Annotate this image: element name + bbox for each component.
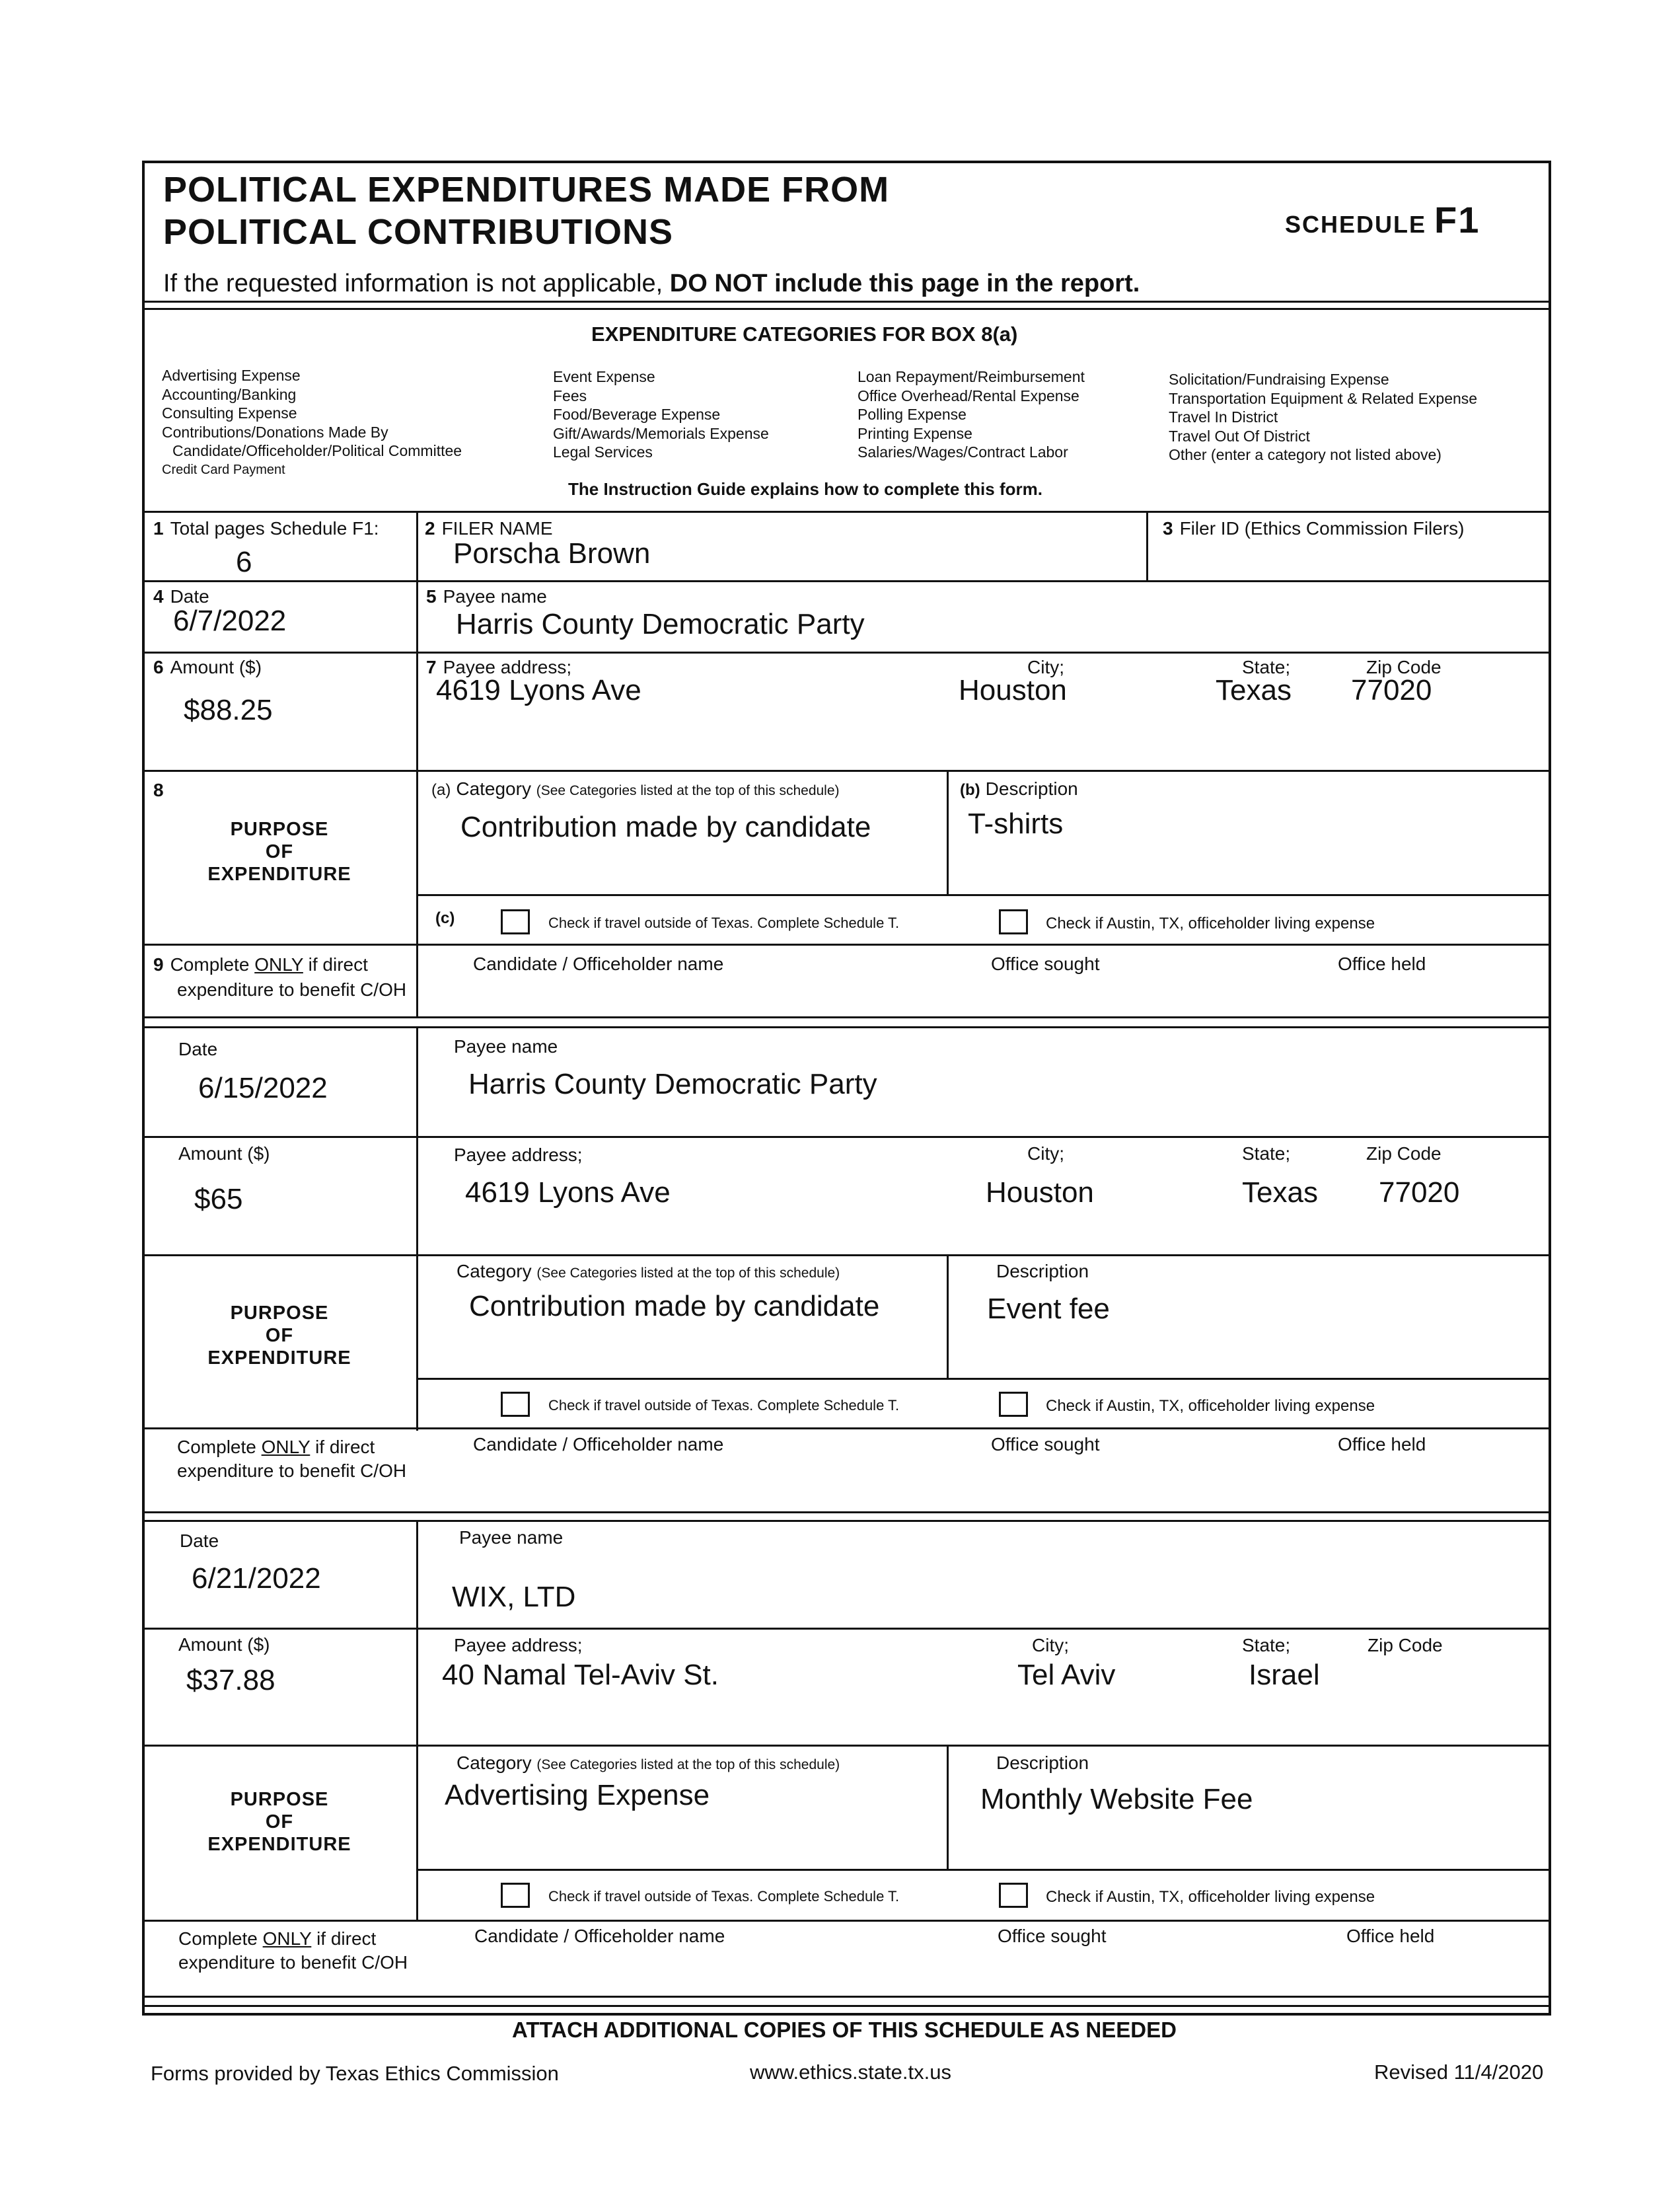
divider <box>145 1254 1549 1256</box>
filer-id-label: 3 Filer ID (Ethics Commission Filers) <box>1163 518 1465 539</box>
description-label: Description <box>996 1261 1089 1281</box>
austin-living-expense-checkbox[interactable] <box>999 1392 1028 1417</box>
expenditure-2-date: 6/15/2022 <box>198 1072 328 1104</box>
date-label: Date <box>178 1039 218 1059</box>
amount-label: Amount ($) <box>178 1634 270 1655</box>
purpose-of-expenditure-heading: PURPOSE OF EXPENDITURE <box>207 1303 351 1369</box>
travel-outside-texas-checkbox[interactable] <box>501 1883 530 1908</box>
city-label: City; <box>1027 1143 1064 1164</box>
divider <box>416 1378 1549 1380</box>
expenditure-3-payee-name: WIX, LTD <box>452 1581 576 1613</box>
column-divider <box>947 1745 949 1869</box>
expenditure-1-description: T-shirts <box>968 808 1064 840</box>
candidate-name-label: Candidate / Officeholder name <box>473 954 724 974</box>
state-label: State; <box>1242 1143 1291 1164</box>
zip-label: Zip Code <box>1366 657 1442 677</box>
office-sought-label: Office sought <box>991 1434 1100 1454</box>
categories-col2: Event Expense Fees Food/Beverage Expense Gift/Awards/Memorials Expense Legal Services <box>553 368 769 461</box>
schedule-label <box>1285 198 1480 241</box>
payee-address-label: Payee address; <box>454 1635 583 1655</box>
office-held-label: Office held <box>1346 1926 1435 1946</box>
office-held-label: Office held <box>1338 954 1426 974</box>
expenditure-1-payee-name: Harris County Democratic Party <box>456 608 865 640</box>
expenditure-3-description: Monthly Website Fee <box>980 1783 1253 1815</box>
payee-address-label: Payee address; <box>454 1145 583 1165</box>
austin-living-expense-checkbox[interactable] <box>999 1883 1028 1908</box>
filer-name-label: 2 FILER NAME <box>425 518 553 539</box>
expenditure-2-state: Texas <box>1242 1176 1318 1209</box>
travel-outside-texas-label: Check if travel outside of Texas. Complete Schedule T. <box>548 1397 900 1414</box>
austin-living-expense-label: Check if Austin, TX, officeholder living expense <box>1046 1397 1375 1415</box>
expenditure-3-amount: $37.88 <box>186 1664 275 1696</box>
expenditure-1-city: Houston <box>959 674 1067 706</box>
divider <box>145 1136 1549 1138</box>
categories-col4: Solicitation/Fundraising Expense Transportation Equipment & Related Expense Travel In District Travel Out Of District Other (enter a category not listed above) <box>1169 371 1478 463</box>
column-divider <box>416 1026 418 1431</box>
candidate-name-label: Candidate / Officeholder name <box>474 1926 725 1946</box>
divider <box>145 652 1549 654</box>
divider <box>145 1920 1549 1922</box>
divider <box>145 770 1549 772</box>
date-label: 4 Date <box>153 586 209 607</box>
office-sought-label: Office sought <box>998 1926 1107 1946</box>
divider <box>145 1628 1549 1630</box>
form-title-line2: POLITICAL CONTRIBUTIONS <box>163 212 673 252</box>
complete-only-label: Complete ONLY if direct <box>178 1928 377 1949</box>
office-sought-label: Office sought <box>991 954 1100 974</box>
payee-address-label: 7 Payee address; <box>426 657 572 677</box>
attach-copies-note: ATTACH ADDITIONAL COPIES OF THIS SCHEDULE AS NEEDED <box>512 2018 1177 2042</box>
filer-name-value: Porscha Brown <box>453 537 651 570</box>
purpose-of-expenditure-heading: PURPOSE OF EXPENDITURE <box>207 819 351 885</box>
divider <box>145 511 1549 513</box>
expenditure-2-category: Contribution made by candidate <box>469 1290 880 1322</box>
footer-revised-date: Revised 11/4/2020 <box>1374 2060 1544 2084</box>
expenditure-1-state: Texas <box>1216 674 1292 706</box>
expenditure-1-category: Contribution made by candidate <box>460 811 871 843</box>
purpose-of-expenditure-heading: PURPOSE OF EXPENDITURE <box>207 1789 351 1855</box>
instruction-guide-note: The Instruction Guide explains how to complete this form. <box>568 479 1042 499</box>
not-applicable-instruction: If the requested information is not applicable, DO NOT include this page in the report. <box>163 270 1140 297</box>
amount-label: Amount ($) <box>178 1143 270 1164</box>
divider <box>145 2005 1549 2007</box>
expenditure-2-description: Event fee <box>987 1293 1110 1325</box>
austin-living-expense-checkbox[interactable] <box>999 909 1028 934</box>
expenditure-2-payee-name: Harris County Democratic Party <box>468 1068 877 1100</box>
expenditure-3-state: Israel <box>1249 1659 1320 1691</box>
city-label: City; <box>1027 657 1064 677</box>
divider <box>145 301 1549 303</box>
expenditure-3-address: 40 Namal Tel-Aviv St. <box>442 1659 719 1691</box>
footer-provider: Forms provided by Texas Ethics Commission <box>151 2062 559 2085</box>
divider <box>145 944 1549 946</box>
complete-only-label: Complete ONLY if direct <box>177 1437 375 1457</box>
divider <box>145 1016 1549 1018</box>
check-c-label: (c) <box>435 909 455 927</box>
state-label: State; <box>1242 1635 1291 1655</box>
divider <box>145 1745 1549 1747</box>
expenditure-1-address: 4619 Lyons Ave <box>436 674 641 706</box>
schedule-code: F1 <box>1434 199 1480 241</box>
divider <box>145 1996 1549 1998</box>
expenditure-1-date: 6/7/2022 <box>173 605 287 637</box>
office-held-label: Office held <box>1338 1434 1426 1454</box>
zip-label: Zip Code <box>1368 1635 1443 1655</box>
candidate-name-label: Candidate / Officeholder name <box>473 1434 724 1454</box>
travel-outside-texas-label: Check if travel outside of Texas. Complete Schedule T. <box>548 1888 900 1905</box>
purpose-number: 8 <box>153 780 164 800</box>
form-title-line1: POLITICAL EXPENDITURES MADE FROM <box>163 170 890 209</box>
divider <box>416 894 1549 896</box>
total-pages-label: 1 Total pages Schedule F1: <box>153 518 379 539</box>
complete-only-label-2: expenditure to benefit C/OH <box>177 1460 407 1481</box>
divider <box>416 1869 1549 1871</box>
travel-outside-texas-label: Check if travel outside of Texas. Complete Schedule T. <box>548 915 900 931</box>
divider <box>145 1520 1549 1522</box>
total-pages-value: 6 <box>236 546 252 578</box>
complete-only-label: 9 Complete ONLY if direct <box>153 954 368 975</box>
travel-outside-texas-checkbox[interactable] <box>501 909 530 934</box>
expenditure-1-amount: $88.25 <box>184 694 273 726</box>
payee-name-label: Payee name <box>459 1527 564 1548</box>
divider <box>145 1511 1549 1513</box>
category-label: Category (See Categories listed at the top of this schedule) <box>457 1261 840 1281</box>
divider <box>145 1026 1549 1028</box>
date-label: Date <box>180 1530 219 1551</box>
description-label: (b) Description <box>960 778 1078 799</box>
payee-name-label: Payee name <box>454 1036 558 1057</box>
divider <box>145 580 1549 582</box>
category-label: (a) Category (See Categories listed at the top of this schedule) <box>431 778 840 799</box>
state-label: State; <box>1242 657 1291 677</box>
column-divider <box>416 1520 418 1920</box>
footer-website[interactable]: www.ethics.state.tx.us <box>750 2060 951 2084</box>
column-divider <box>1146 511 1148 580</box>
travel-outside-texas-checkbox[interactable] <box>501 1392 530 1417</box>
city-label: City; <box>1032 1635 1069 1655</box>
complete-only-label-2: expenditure to benefit C/OH <box>177 979 407 1000</box>
austin-living-expense-label: Check if Austin, TX, officeholder living expense <box>1046 915 1375 932</box>
expenditure-3-date: 6/21/2022 <box>192 1562 321 1595</box>
expenditure-2-city: Houston <box>986 1176 1094 1209</box>
schedule-prefix: SCHEDULE <box>1285 211 1427 238</box>
amount-label: 6 Amount ($) <box>153 657 262 677</box>
expenditure-2-zip: 77020 <box>1379 1176 1460 1209</box>
payee-name-label: 5 Payee name <box>426 586 547 607</box>
categories-heading: EXPENDITURE CATEGORIES FOR BOX 8(a) <box>591 322 1018 346</box>
description-label: Description <box>996 1753 1089 1773</box>
expenditure-3-category: Advertising Expense <box>445 1779 710 1811</box>
categories-col1: Advertising Expense Accounting/Banking Consulting Expense Contributions/Donations Made By Candidate/Officeholder/Political Committee Credit Card Payment <box>162 367 462 477</box>
complete-only-label-2: expenditure to benefit C/OH <box>178 1952 408 1973</box>
column-divider <box>947 770 949 894</box>
divider <box>145 308 1549 310</box>
austin-living-expense-label: Check if Austin, TX, officeholder living expense <box>1046 1888 1375 1906</box>
expenditure-1-zip: 77020 <box>1351 674 1432 706</box>
zip-label: Zip Code <box>1366 1143 1442 1164</box>
divider <box>145 1427 1549 1429</box>
column-divider <box>947 1254 949 1378</box>
categories-col3: Loan Repayment/Reimbursement Office Overhead/Rental Expense Polling Expense Printing Expense Salaries/Wages/Contract Labor <box>858 368 1085 461</box>
expenditure-3-city: Tel Aviv <box>1017 1659 1116 1691</box>
expenditure-2-amount: $65 <box>194 1183 243 1215</box>
category-label: Category (See Categories listed at the top of this schedule) <box>457 1753 840 1773</box>
column-divider <box>416 511 418 1018</box>
expenditure-2-address: 4619 Lyons Ave <box>465 1176 671 1209</box>
